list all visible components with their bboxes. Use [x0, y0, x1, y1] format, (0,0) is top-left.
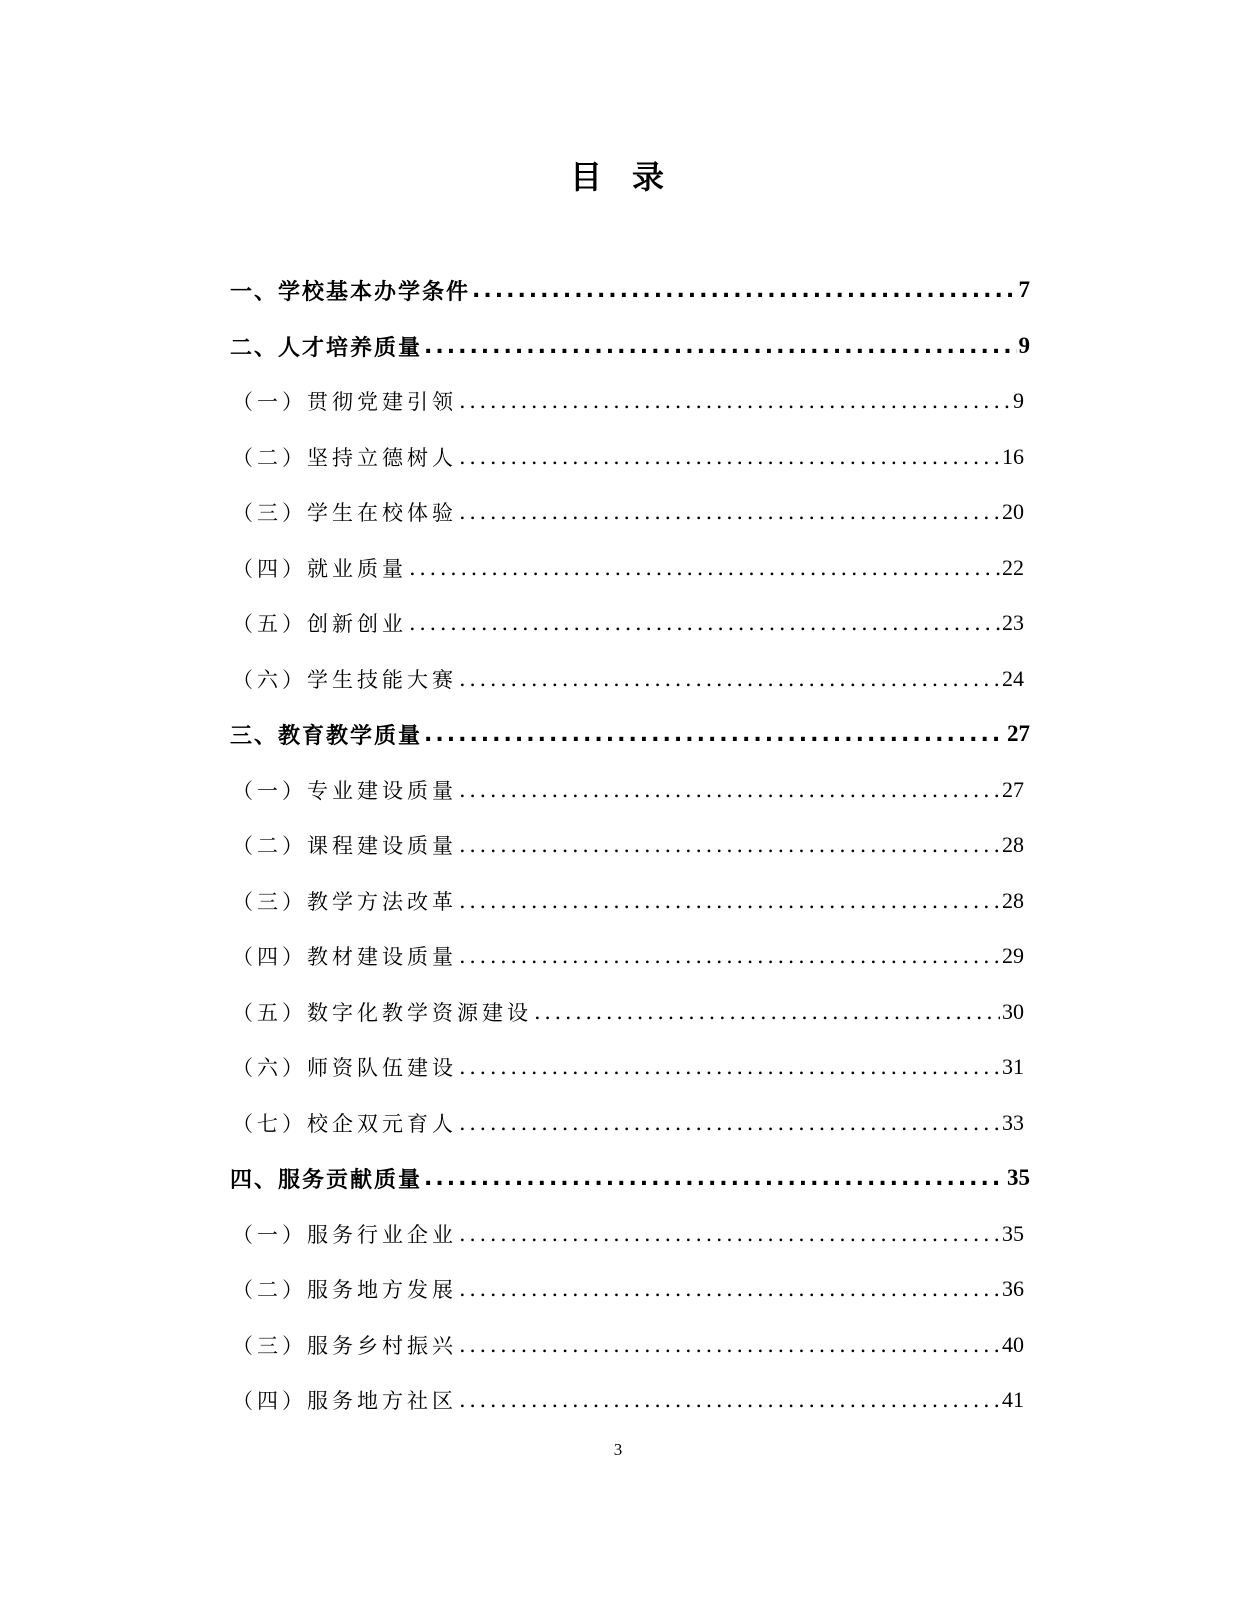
- toc-dot-leader: [459, 1388, 1000, 1412]
- toc-heading: [0, 155, 1236, 199]
- toc-dot-leader: [459, 389, 1011, 413]
- toc-entry-page-number: 36: [1002, 1276, 1024, 1301]
- toc-subsection-entry[interactable]: [232, 1101, 1024, 1145]
- toc-dot-leader: [424, 334, 1016, 359]
- toc-subsection-entry[interactable]: [232, 601, 1024, 645]
- toc-entry-label: （一）专业建设质量: [232, 779, 457, 803]
- toc-entry-label: （一）服务行业企业: [232, 1223, 457, 1247]
- page-number: 3: [613, 1440, 623, 1459]
- toc-entry-label: 三、教育教学质量: [230, 723, 423, 749]
- toc-subsection-entry[interactable]: [232, 823, 1024, 867]
- toc-entry-page-number: 23: [1002, 610, 1024, 635]
- toc-entry-page-number: 29: [1002, 943, 1024, 968]
- toc-entry-page-number: 9: [1018, 333, 1030, 358]
- toc-entry-page-number: 28: [1002, 832, 1024, 857]
- toc-entry-page-number: 40: [1002, 1332, 1024, 1357]
- toc-section-entry[interactable]: [230, 1156, 1030, 1200]
- toc-entry-page-number: 35: [1002, 1221, 1024, 1246]
- toc-entry-label: （五）数字化教学资源建设: [232, 1001, 532, 1025]
- toc-subsection-entry[interactable]: [232, 1045, 1024, 1089]
- toc-entry-label: （二）课程建设质量: [232, 834, 457, 858]
- toc-dot-leader: [459, 1055, 1000, 1079]
- toc-subsection-entry[interactable]: [232, 1378, 1024, 1422]
- toc-entry-page-number: 41: [1002, 1387, 1024, 1412]
- toc-entry-label: （三）服务乡村振兴: [232, 1334, 457, 1358]
- toc-section-entry[interactable]: [230, 324, 1030, 368]
- toc-entry-label: 四、服务贡献质量: [230, 1167, 423, 1193]
- toc-entry-label: （一）贯彻党建引领: [232, 390, 457, 414]
- toc-entry-label: （二）坚持立德树人: [232, 446, 457, 470]
- toc-dot-leader: [459, 500, 1000, 524]
- toc-entry-label: （四）服务地方社区: [232, 1389, 457, 1413]
- toc-entry-page-number: 30: [1002, 999, 1024, 1024]
- toc-dot-leader: [459, 944, 1000, 968]
- toc-entry-label: （七）校企双元育人: [232, 1112, 457, 1136]
- toc-entry-page-number: 27: [1007, 721, 1030, 746]
- toc-entry-page-number: 20: [1002, 499, 1024, 524]
- toc-entry-page-number: 33: [1002, 1110, 1024, 1135]
- toc-subsection-entry[interactable]: [232, 879, 1024, 923]
- toc-entry-label: （五）创新创业: [232, 612, 407, 636]
- toc-entry-page-number: 16: [1002, 444, 1024, 469]
- toc-dot-leader: [424, 722, 1005, 747]
- toc-dot-leader: [459, 778, 1000, 802]
- toc-subsection-entry[interactable]: [232, 1323, 1024, 1367]
- toc-dot-leader: [472, 278, 1016, 303]
- toc-dot-leader: [534, 1000, 1000, 1024]
- toc-section-entry[interactable]: [230, 712, 1030, 756]
- toc-entry-page-number: 22: [1002, 555, 1024, 580]
- toc-section-entry[interactable]: [230, 268, 1030, 312]
- toc-entry-page-number: 31: [1002, 1054, 1024, 1079]
- toc-entry-label: （三）学生在校体验: [232, 501, 457, 525]
- toc-subsection-entry[interactable]: [232, 379, 1024, 423]
- toc-subsection-entry[interactable]: [232, 657, 1024, 701]
- toc-dot-leader: [459, 1277, 1000, 1301]
- toc-entry-page-number: 9: [1013, 388, 1024, 413]
- toc-entry-label: （四）教材建设质量: [232, 945, 457, 969]
- toc-heading-part-1: 目: [569, 158, 604, 196]
- toc-entry-label: （二）服务地方发展: [232, 1278, 457, 1302]
- toc-dot-leader: [459, 445, 1000, 469]
- toc-entry-page-number: 24: [1002, 666, 1024, 691]
- toc-entry-page-number: 27: [1002, 777, 1024, 802]
- toc-dot-leader: [459, 667, 1000, 691]
- toc-dot-leader: [459, 1222, 1000, 1246]
- toc-subsection-entry[interactable]: [232, 1212, 1024, 1256]
- toc-heading-part-2: 录: [632, 158, 667, 196]
- toc-entry-label: 一、学校基本办学条件: [230, 279, 471, 305]
- toc-subsection-entry[interactable]: [232, 490, 1024, 534]
- toc-entry-page-number: 7: [1018, 277, 1030, 302]
- toc-subsection-entry[interactable]: [232, 1267, 1024, 1311]
- toc-dot-leader: [409, 611, 1000, 635]
- toc-dot-leader: [459, 1111, 1000, 1135]
- toc-entry-label: （三）教学方法改革: [232, 890, 457, 914]
- toc-subsection-entry[interactable]: [232, 768, 1024, 812]
- toc-subsection-entry[interactable]: [232, 934, 1024, 978]
- toc-entry-label: （六）学生技能大赛: [232, 668, 457, 692]
- toc-entry-page-number: 35: [1007, 1165, 1030, 1190]
- toc-entry-label: （四）就业质量: [232, 557, 407, 581]
- toc-dot-leader: [459, 889, 1000, 913]
- toc-dot-leader: [424, 1166, 1005, 1191]
- toc-dot-leader: [459, 833, 1000, 857]
- toc-subsection-entry[interactable]: [232, 546, 1024, 590]
- toc-entry-page-number: 28: [1002, 888, 1024, 913]
- toc-entry-label: （六）师资队伍建设: [232, 1056, 457, 1080]
- toc-dot-leader: [459, 1333, 1000, 1357]
- toc-dot-leader: [409, 556, 1000, 580]
- toc-subsection-entry[interactable]: [232, 435, 1024, 479]
- toc-entry-label: 二、人才培养质量: [230, 335, 423, 361]
- toc-subsection-entry[interactable]: [232, 990, 1024, 1034]
